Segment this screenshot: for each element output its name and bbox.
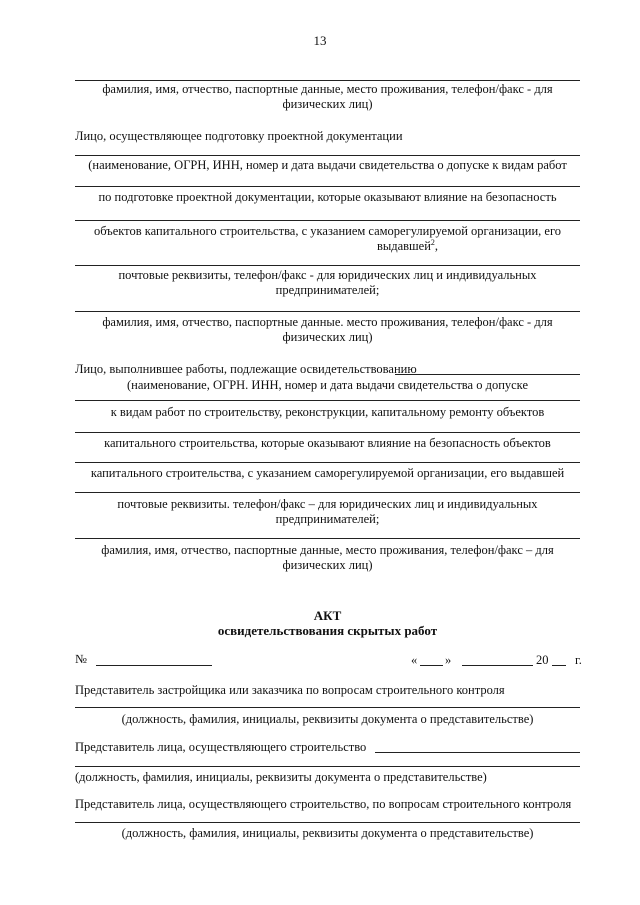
caption-line: объектов капитального строительства, с указанием саморегулируемой организации, его xyxy=(93,224,562,238)
caption-line: физических лиц) xyxy=(282,330,373,344)
fill-line xyxy=(75,186,580,187)
caption-line: фамилия, имя, отчество, паспортные данные, место проживания, телефон/факс – для xyxy=(101,543,554,557)
caption-physical-persons xyxy=(75,82,580,112)
builder-rep-label: Представитель лица, осуществляющего строительство xyxy=(75,740,367,754)
contractor-caption-2: к видам работ по строительству, реконструкции, капитальному ремонту объектов xyxy=(110,405,545,419)
caption-line: физических лиц) xyxy=(282,558,373,572)
fill-line xyxy=(75,311,580,312)
year-prefix: 20 xyxy=(536,653,549,667)
contractor-label: Лицо, выполнившее работы, подлежащие освидетельствованию xyxy=(75,362,417,376)
fill-line xyxy=(75,265,580,266)
contractor-caption-1: (наименование, ОГРН. ИНН, номер и дата выдачи свидетельства о допуске xyxy=(127,378,528,392)
builder-rep-field[interactable] xyxy=(375,752,580,753)
designer-caption-2: по подготовке проектной документации, которые оказывают влияние на безопасность xyxy=(98,190,557,204)
designer-caption-4 xyxy=(75,268,580,298)
customer-rep-field[interactable] xyxy=(75,707,580,708)
fill-line xyxy=(395,374,580,375)
designer-caption-3 xyxy=(75,224,580,254)
caption-line: фамилия, имя, отчество, паспортные данные. место проживания, телефон/факс - для xyxy=(102,315,553,329)
builder-rep-caption: (должность, фамилия, инициалы, реквизиты документа о представительстве) xyxy=(75,770,487,784)
date-day-field[interactable] xyxy=(420,665,443,666)
fill-line xyxy=(75,432,580,433)
year-suffix: г. xyxy=(575,653,582,667)
caption-line: физических лиц) xyxy=(282,97,373,111)
contractor-caption-6 xyxy=(75,543,580,573)
builder-rep-field-2[interactable] xyxy=(75,766,580,767)
contractor-caption-3: капитального строительства, которые оказывают влияние на безопасность объектов xyxy=(104,436,551,450)
date-year-field[interactable] xyxy=(552,665,566,666)
customer-rep-label: Представитель застройщика или заказчика по вопросам строительного контроля xyxy=(75,683,505,697)
caption-line: предпринимателей; xyxy=(275,283,380,297)
caption-line: фамилия, имя, отчество, паспортные данные, место проживания, телефон/факс - для xyxy=(102,82,553,96)
act-number-field[interactable] xyxy=(96,665,212,666)
contractor-caption-5 xyxy=(75,497,580,527)
designer-label: Лицо, осуществляющее подготовку проектной документации xyxy=(75,129,403,143)
designer-caption-5 xyxy=(75,315,580,345)
fill-line xyxy=(75,220,580,221)
date-quote-open: « xyxy=(411,653,418,667)
act-subtitle: освидетельствования скрытых работ xyxy=(217,623,438,638)
fill-line xyxy=(75,462,580,463)
fill-line xyxy=(75,492,580,493)
act-number-label: № xyxy=(75,652,87,666)
builder-control-rep-caption: (должность, фамилия, инициалы, реквизиты документа о представительстве) xyxy=(121,826,534,840)
caption-text: выдавшей xyxy=(376,239,431,253)
fill-line xyxy=(75,538,580,539)
fill-line xyxy=(75,155,580,156)
fill-line xyxy=(75,400,580,401)
date-month-field[interactable] xyxy=(462,665,533,666)
builder-control-rep-label: Представитель лица, осуществляющего строительство, по вопросам строительного контроля xyxy=(75,797,572,811)
caption-line: почтовые реквизиты. телефон/факс – для юридических лиц и индивидуальных xyxy=(117,497,538,511)
page-number: 13 xyxy=(313,33,327,48)
caption-line: предпринимателей; xyxy=(275,512,380,526)
caption-line xyxy=(75,239,580,254)
footnote-mark: 2 xyxy=(430,237,435,247)
customer-rep-caption: (должность, фамилия, инициалы, реквизиты документа о представительстве) xyxy=(121,712,534,726)
date-quote-close: » xyxy=(445,653,452,667)
builder-control-rep-field[interactable] xyxy=(75,822,580,823)
designer-caption-1: (наименование, ОГРН, ИНН, номер и дата выдачи свидетельства о допуске к видам работ xyxy=(88,158,567,172)
act-title: АКТ xyxy=(313,608,342,623)
contractor-caption-4: капитального строительства, с указанием саморегулируемой организации, его выдавшей xyxy=(90,466,565,480)
caption-line: почтовые реквизиты, телефон/факс - для юридических лиц и индивидуальных xyxy=(118,268,537,282)
caption-text: , xyxy=(434,239,439,253)
fill-line xyxy=(75,80,580,81)
